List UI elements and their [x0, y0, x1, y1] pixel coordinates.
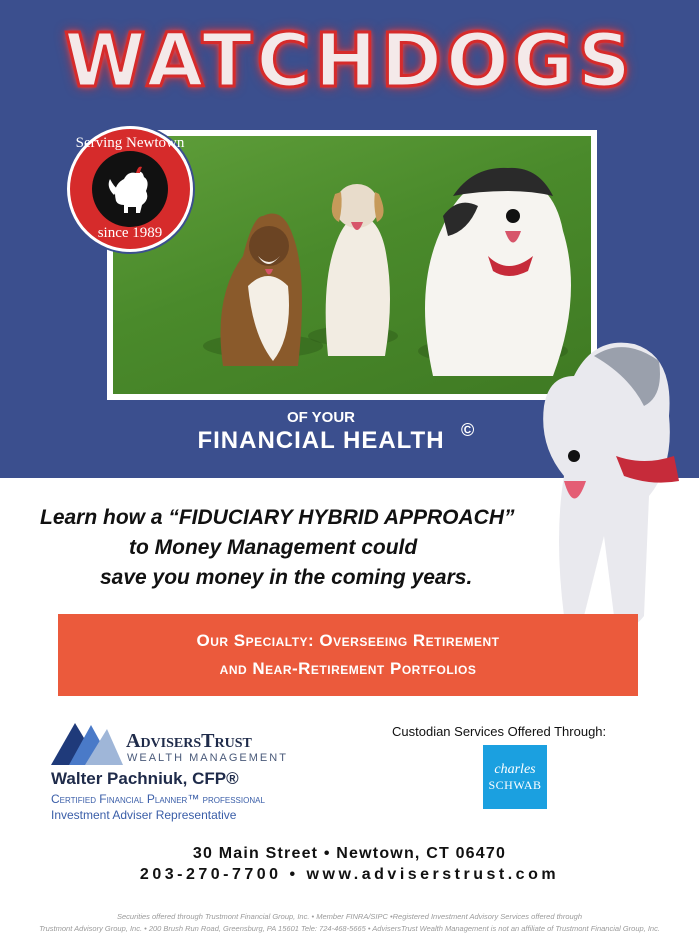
banner-line-2: and Near-Retirement Portfolios — [219, 659, 477, 678]
rooster-icon — [92, 151, 168, 227]
banner-line-1: Our Specialty: Overseeing Retirement — [196, 631, 500, 650]
seal-center — [92, 151, 168, 227]
disclaimer-line-1: Securities offered through Trustmont Financial Group, Inc. • Member FINRA/SIPC •Registered Investment Advisory Services offered through — [116, 912, 583, 921]
adviser-name: Walter Pachniuk, CFP® — [51, 769, 239, 788]
main-title: WATCHDOGS — [64, 18, 635, 104]
credential-cfp: Certified Financial Planner™ professional — [51, 792, 265, 806]
schwab-logo-line-1: charles — [494, 762, 536, 777]
headline-line-2: to Money Management could — [129, 536, 418, 559]
tagline-small: OF YOUR — [286, 409, 356, 426]
adviserstrust-logo-icon — [51, 719, 123, 765]
headline-line-3: save you money in the coming years. — [100, 566, 473, 589]
address: 30 Main Street • Newtown, CT 06470 — [192, 845, 507, 862]
phone-and-website: 203-270-7700 • www.adviserstrust.com — [139, 866, 560, 883]
firm-brand-subtitle: WEALTH MANAGEMENT — [127, 752, 288, 764]
specialty-banner — [58, 614, 638, 696]
schwab-logo-line-2: SCHWAB — [488, 778, 542, 792]
disclaimer-line-2: Trustmont Advisory Group, Inc. • 200 Brush Run Road, Greensburg, PA 15601 Tele: 724-468-5665 • AdvisersTrust Wealth Management is not an affiliate of Trustmont Financial Group, Inc. — [39, 924, 660, 933]
custodian-label: Custodian Services Offered Through: — [392, 724, 607, 739]
firm-brand-name: AdvisersTrust — [126, 730, 252, 752]
serving-newtown-seal — [67, 126, 193, 252]
seal-bottom-text: since 1989 — [97, 225, 163, 241]
headline-line-1: Learn how a “FIDUCIARY HYBRID APPROACH” — [40, 506, 515, 529]
charles-schwab-logo — [483, 745, 547, 809]
tagline-large: FINANCIAL HEALTH — [197, 427, 445, 454]
copyright-mark: © — [461, 420, 475, 440]
credential-iar: Investment Adviser Representative — [51, 808, 237, 822]
seal-top-text: Serving Newtown — [75, 135, 185, 151]
sheepdog-illustration — [534, 336, 684, 636]
